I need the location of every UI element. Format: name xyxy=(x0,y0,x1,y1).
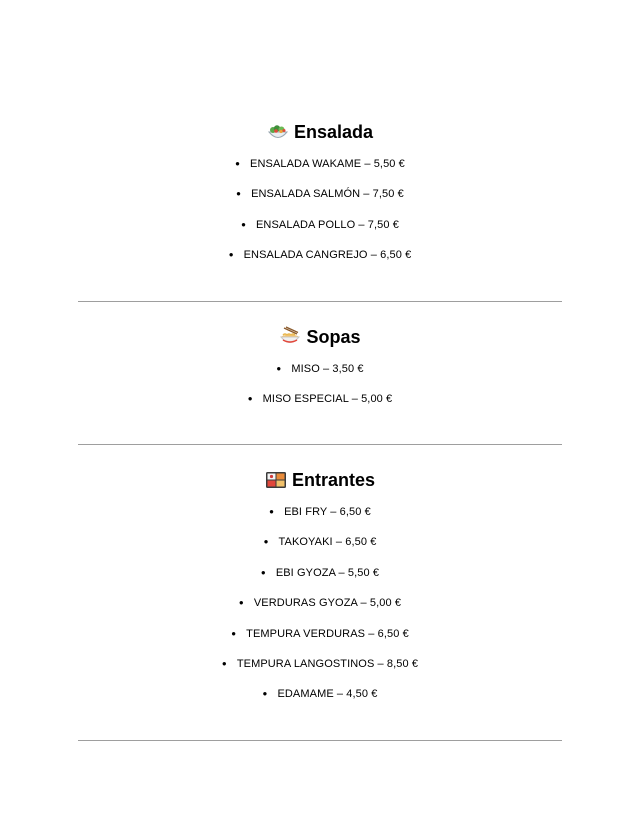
item-text: ENSALADA POLLO – 7,50 € xyxy=(256,218,399,231)
list-item xyxy=(0,210,640,240)
section-ensalada xyxy=(0,117,640,271)
list-item xyxy=(0,240,640,270)
item-text: EDAMAME – 4,50 € xyxy=(277,688,378,701)
item-text: ENSALADA WAKAME – 5,50 € xyxy=(250,158,405,170)
list-item xyxy=(0,527,640,557)
item-text: TEMPURA LANGOSTINOS – 8,50 € xyxy=(236,657,419,670)
salad-icon xyxy=(267,121,289,143)
list-item xyxy=(0,179,640,209)
item-text: EBI FRY – 6,50 € xyxy=(284,506,371,518)
list-item xyxy=(0,354,640,384)
item-text: TAKOYAKI – 6,50 € xyxy=(278,536,377,549)
item-text: MISO – 3,50 € xyxy=(291,363,364,375)
item-list xyxy=(0,354,640,415)
item-text: EBI GYOZA – 5,50 € xyxy=(275,566,380,579)
section-title: Sopas xyxy=(306,326,361,347)
item-text: MISO ESPECIAL – 5,00 € xyxy=(262,393,393,406)
list-item xyxy=(0,497,640,527)
list-item xyxy=(0,649,640,679)
section-heading xyxy=(0,465,640,495)
ramen-bowl-icon xyxy=(279,326,301,348)
list-item xyxy=(0,588,640,618)
section-divider xyxy=(78,444,562,445)
bullet-icon: ● xyxy=(236,189,242,199)
bullet-icon: ● xyxy=(241,219,246,229)
item-text: ENSALADA CANGREJO – 6,50 € xyxy=(243,249,412,262)
section-entrantes xyxy=(0,465,640,710)
list-item xyxy=(0,679,640,709)
bullet-icon: ● xyxy=(276,364,282,373)
bullet-icon: ● xyxy=(263,537,269,547)
bullet-icon: ● xyxy=(262,689,268,699)
list-item xyxy=(0,619,640,649)
bullet-icon: ● xyxy=(235,159,241,168)
bullet-icon: ● xyxy=(228,250,234,260)
bullet-icon: ● xyxy=(231,628,237,638)
bullet-icon: ● xyxy=(221,658,227,668)
bullet-icon: ● xyxy=(269,507,275,516)
item-text: TEMPURA VERDURAS – 6,50 € xyxy=(246,627,409,640)
section-sopas xyxy=(0,322,640,415)
item-text: ENSALADA SALMÓN – 7,50 € xyxy=(251,188,404,201)
section-divider xyxy=(78,740,562,741)
section-heading xyxy=(0,322,640,352)
section-title: Ensalada xyxy=(293,121,374,142)
bullet-icon: ● xyxy=(238,598,244,608)
list-item xyxy=(0,558,640,588)
section-title: Entrantes xyxy=(291,469,376,490)
bento-box-icon xyxy=(265,469,287,491)
bullet-icon: ● xyxy=(260,567,266,577)
section-divider xyxy=(78,301,562,302)
list-item xyxy=(0,384,640,414)
item-list xyxy=(0,497,640,710)
list-item xyxy=(0,149,640,179)
section-heading xyxy=(0,117,640,147)
item-text: VERDURAS GYOZA – 5,00 € xyxy=(253,597,402,610)
item-list xyxy=(0,149,640,271)
bullet-icon: ● xyxy=(247,394,253,404)
